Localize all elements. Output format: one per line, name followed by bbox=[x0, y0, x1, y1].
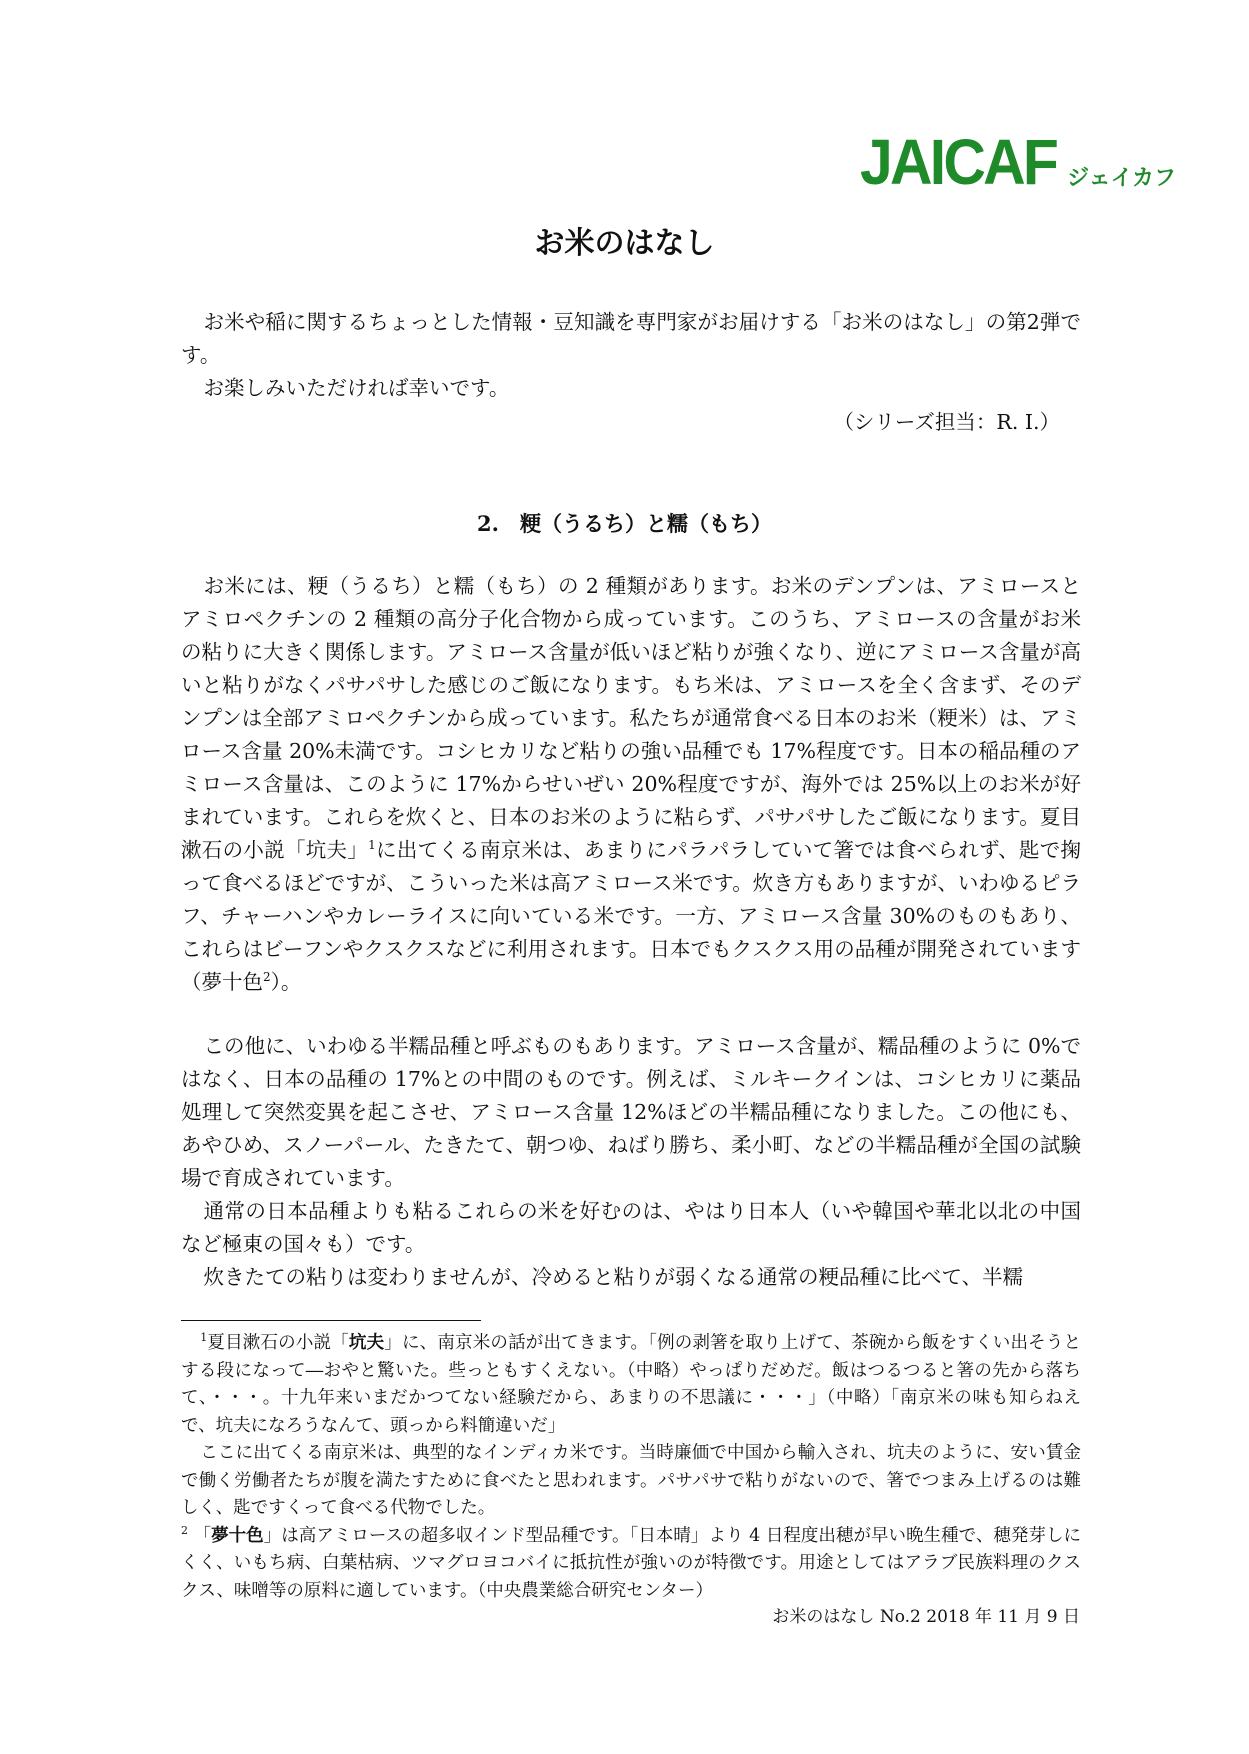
para2-text-1: この他に、いわゆる半糯品種と呼ぶものもあります。アミロース含量が、糯品種のように 0%ではなく、日本の品種の 17%との中間のものです。例えば、ミルキークインは、コシヒカリに薬品処理して突然変異を起こさせ、アミロース含量 12%ほどの半糯品種になりました。この他にも、あやひめ、スノーパール、たきたて、朝つゆ、ねばり勝ち、柔小町、などの半糯品種が全国の試験場で育成されています。 bbox=[181, 1034, 1081, 1190]
intro-line-2: お楽しみいただければ幸いです。 bbox=[203, 376, 510, 400]
section-heading: 2. 粳（うるち）と糯（もち） bbox=[477, 511, 772, 536]
footnotes bbox=[181, 1330, 1081, 1605]
footnote-2-pre: 「 bbox=[193, 1525, 212, 1546]
footnote-2 bbox=[181, 1523, 1081, 1606]
series-credit: （シリーズ担当：R. I.） bbox=[833, 410, 1060, 434]
footnote-2-mark: 2 bbox=[181, 1523, 188, 1537]
logo-wordmark: JAICAF bbox=[860, 126, 1057, 198]
page-footer: お米のはなし No.2 2018 年 11 月 9 日 bbox=[772, 1607, 1080, 1627]
page-title: お米のはなし bbox=[534, 226, 715, 261]
para2-text-3: 炊きたての粘りは変わりませんが、冷めると粘りが弱くなる通常の粳品種に比べて、半糯 bbox=[203, 1265, 1024, 1289]
footnote-1-key: 坑夫 bbox=[348, 1333, 385, 1353]
logo-katakana: ジェイカフ bbox=[1067, 166, 1177, 191]
footnote-1-pre: 夏目漱石の小説「 bbox=[207, 1333, 349, 1353]
body-paragraph-1 bbox=[181, 570, 1081, 999]
footnote-ref-2: 2 bbox=[263, 970, 271, 984]
para1-text-b: に出てくる南京米は、あまりにパラパラしていて箸では食べられず、匙で掬って食べるほどですが、こういった米は高アミロース米です。炊き方もありますが、いわゆるピラフ、チャーハンやカレーライスに向いている米です。一方、アミロース含量 30%のものもあり、これらはビーフンやクスクスなどに利用されます。日本でもクスクス用の品種が開発されています（夢十色 bbox=[181, 838, 1082, 994]
intro-block bbox=[181, 306, 1081, 405]
footnote-2-text: 」は高アミロースの超多収インド型品種です。「日本晴」より 4 日程度出穂が早い晩生種で、穂発芽しにくく、いもち病、白葉枯病、ツマグロヨコバイに抵抗性が強いのが特徴です。用途としてはアラブ民族料理のクスクス、味噌等の原料に適しています。（中央農業総合研究センター） bbox=[181, 1525, 1081, 1601]
footnote-1-text: 」に、南京米の話が出てきます。「例の剥箸を取り上げて、茶碗から飯をすくい出そうとする段になって―おやと驚いた。些っともすくえない。（中略）やっぱりだめだ。飯はつるつると箸の先から落ちて、・・・。十九年来いまだかつてない経験だから、あまりの不思議に・・・」（中略）「南京米の味も知らねえで、坑夫になろうなんて、頭っから料簡違いだ」 bbox=[181, 1333, 1082, 1436]
para1-text-c: ）。 bbox=[270, 970, 302, 994]
para2-text-2: 通常の日本品種よりも粘るこれらの米を好むのは、やはり日本人（いや韓国や華北以北の中国など極東の国々も）です。 bbox=[181, 1199, 1081, 1256]
footnote-1-mark: 1 bbox=[200, 1331, 208, 1344]
footnote-1-continued: ここに出てくる南京米は、典型的なインディカ米です。当時廉価で中国から輸入され、坑夫のように、安い賃金で働く労働者たちが腹を満たすために食べたと思われます。パサパサで粘りがないので、箸でつまみ上げるのは難しく、匙ですくって食べる代物でした。 bbox=[181, 1443, 1081, 1518]
footnote-1 bbox=[181, 1330, 1081, 1440]
footnote-ref-1: 1 bbox=[368, 838, 376, 852]
jaicaf-logo bbox=[860, 126, 1177, 198]
footnote-2-key: 夢十色 bbox=[211, 1525, 264, 1546]
intro-line-1: お米や稲に関するちょっとした情報・豆知識を専門家がお届けする「お米のはなし」の第2弾です。 bbox=[181, 310, 1081, 367]
footnote-divider bbox=[181, 1320, 481, 1321]
body-paragraph-2 bbox=[181, 1030, 1081, 1294]
para1-text-a: お米には、粳（うるち）と糯（もち）の 2 種類があります。お米のデンプンは、アミロースとアミロペクチンの 2 種類の高分子化合物から成っています。このうち、アミロースの含量がお米の粘りに大きく関係します。アミロース含量が低いほど粘りが強くなり、逆にアミロース含量が高いと粘りがなくパサパサした感じのご飯になります。もち米は、アミロースを全く含まず、そのデンプンは全部アミロペクチンから成っています。私たちが通常食べる日本のお米（粳米）は、アミロース含量 20%未満です。コシヒカリなど粘りの強い品種でも 17%程度です。日本の稲品種のアミロース含量は、このように 17%からせいぜい 20%程度ですが、海外では 25%以上のお米が好まれています。これらを炊くと、日本のお米のように粘らず、パサパサしたご飯になります。夏目漱石の小説「坑夫」 bbox=[181, 574, 1081, 862]
